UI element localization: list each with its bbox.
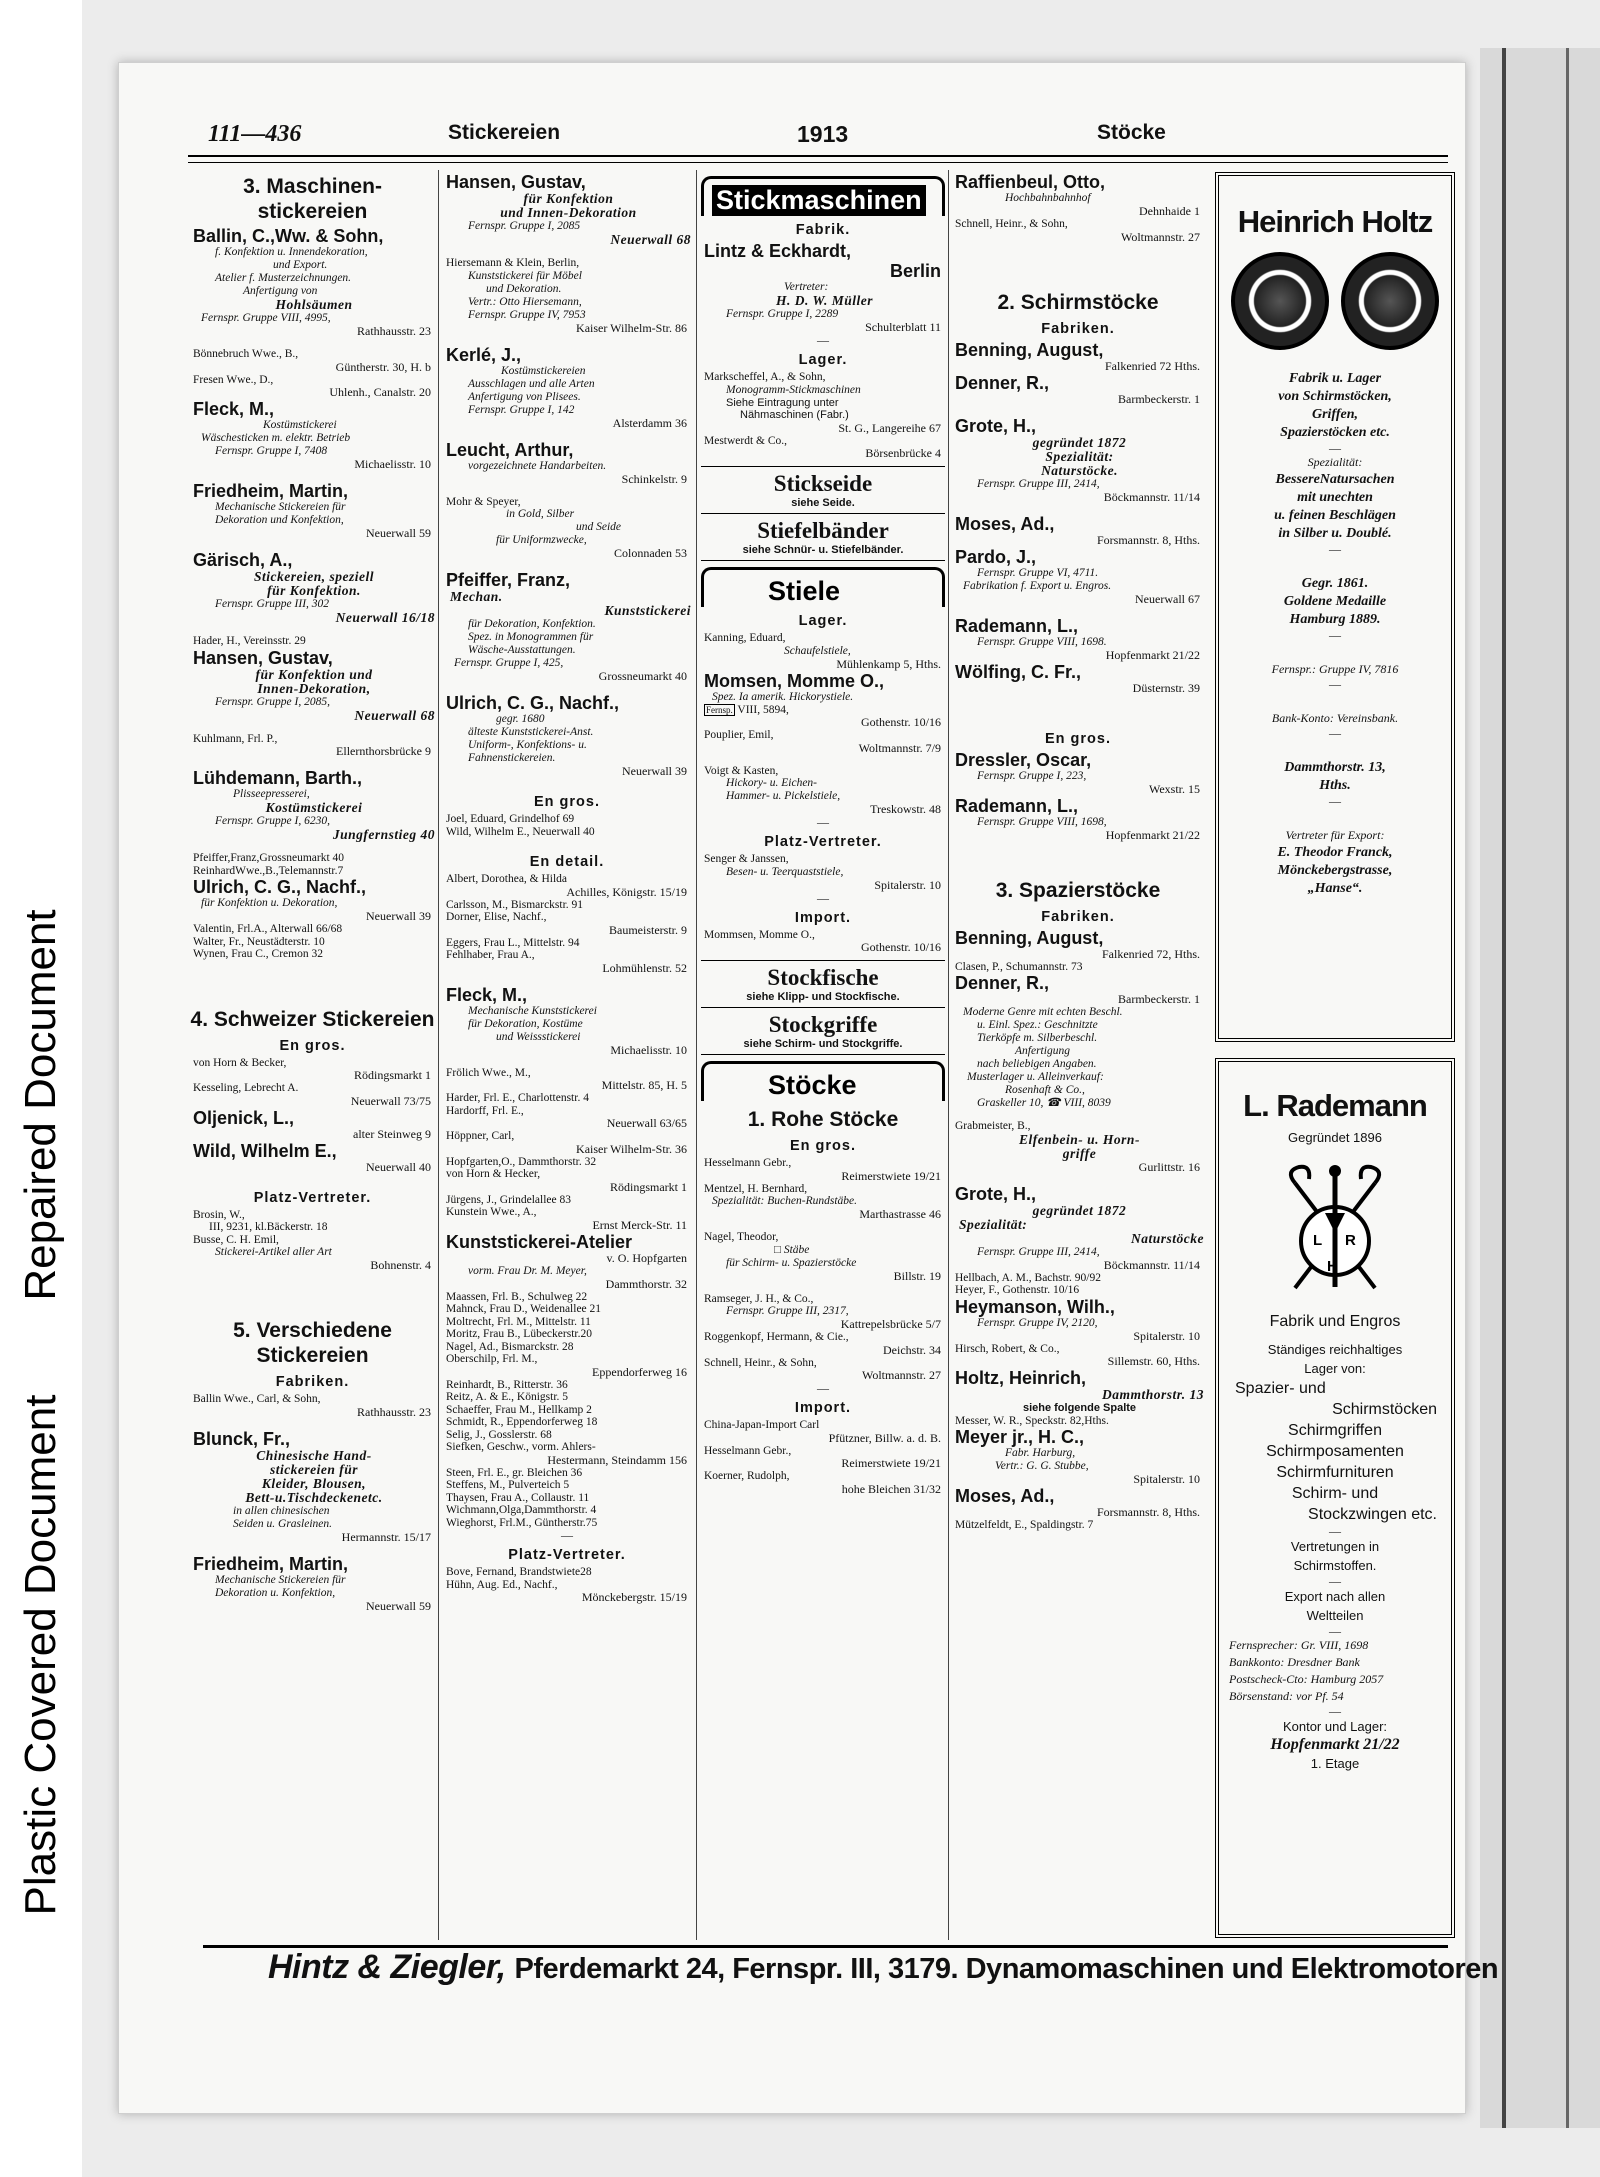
heading-schirmstoecke: 2. Schirmstöcke bbox=[997, 290, 1159, 314]
subheading: En gros. bbox=[533, 794, 600, 810]
entry: Senger & Janssen, Besen- u. Teerquaststiele, Spitalerstr. 10 bbox=[704, 853, 941, 892]
entry: Benning, August, Falkenried 72, Hths. Clasen, P., Schumannstr. 73 bbox=[955, 927, 1200, 973]
heading-spazierstoecke: 3. Spazierstöcke bbox=[995, 878, 1161, 902]
entry: Frölich Wwe., M., Mittelstr. 85, H. 5 Harder, Frl. E., Charlottenstr. 4 Hardorff, Frl. E., Neuerwall 63/65 Höppner, Carl, Kaiser Wilhelm-Str. 36 Hopfgarten,O., Dammthorstr. 32 von Horn & Hecker, Rödingsmarkt 1 Jürgens, J., Grindelallee 83 Kunstein Wwe., A., Ernst Merck-Str. 11 bbox=[446, 1066, 687, 1232]
entry: Bove, Fernand, Brandstwiete28 Hühn, Aug. Ed., Nachf., Mönckebergstr. 15/19 bbox=[446, 1566, 687, 1604]
entry: Rademann, L., Fernspr. Gruppe VIII, 1698, Hopfenmarkt 21/22 bbox=[955, 795, 1200, 842]
crossed-canes-logo-icon bbox=[1275, 1163, 1395, 1293]
entry: Hesselmann Gebr., Reimerstwiete 19/21 Mentzel, H. Bernhard, Spezialität: Buchen-Rundstäbe. Marthastrasse 46 bbox=[704, 1157, 941, 1221]
entry: Ulrich, C. G., Nachf., für Konfektion u. Dekoration, Neuerwall 39 bbox=[193, 877, 431, 923]
year: 1913 bbox=[797, 121, 849, 147]
cross-reference: Stickseide siehe Seide. bbox=[701, 466, 945, 514]
entry: Oljenick, L., alter Steinweg 9 bbox=[193, 1107, 431, 1141]
entry: Denner, R., Barmbeckerstr. 1 Moderne Genre mit echten Beschl. u. Einl. Spez.: Geschnitzte Tierköpfe m. Silberbeschl. Anfertigung nach beliebigen Angaben. Musterlager u. Alleinverkauf: Rosenhaft & Co., Graskeller 10, ☎ VIII, 8039 bbox=[955, 973, 1200, 1109]
footer-advertisement bbox=[268, 1948, 1498, 1987]
entry: Lühdemann, Barth., Plisseepresserei, Kostümstickerei Fernspr. Gruppe I, 6230, Jungfernstieg 40 bbox=[193, 768, 435, 842]
entry: Hansen, Gustav, für Konfektion und Innen-Dekoration, Fernspr. Gruppe I, 2085, Neuerwall 68 bbox=[193, 647, 435, 723]
entry: Mommsen, Momme O., Gothenstr. 10/16 bbox=[704, 928, 941, 954]
subheading: Import. bbox=[794, 909, 852, 926]
entry: Joel, Eduard, Grindelhof 69 Wild, Wilhelm E., Neuerwall 40 bbox=[446, 813, 595, 838]
column-3: Stickmaschinen Fabrik. Lintz & Eckhardt, Berlin Vertreter: H. D. W. Müller Fernspr. Gruppe I, 2289 Schulterblatt 11 — Lager. Markscheffel, A., & Sohn, Monogramm-Stickmaschinen Siehe Eintragung unter Nähmaschinen (Fabr.) St. G., Langereihe 67 Mestwerdt & Co., Börsenbrücke 4 Stickseide siehe Seide. Stiefelbänder siehe Schnür- u. Stiefelbänder. Stiele Lager. Kanning, Eduard, Schaufelstiele, Mühlenkamp 5, Hths. Momsen, Momme O., Spez. Ia amerik. Hickorystiele. Fernsp. VIII, 5894, Gothenstr. 10/16 Pouplier, Emil, Woltmannstr. 7/9 Voigt & Kasten, Hickory- u. Eichen- Hammer- u. Pickelstiele, Treskowstr. 48 — Platz-Vertreter. Senger & Janssen, Besen- u. Teerquaststiele, Spitalerstr. 10 — Import. Mommsen, Momme O., Gothenstr. 10/16 Stockfische siehe Klipp- und Stockfische. Stockgriffe siehe Schirm- und Stockgriffe. Stöcke 1. Rohe Stöcke En gros. Hesselmann Gebr., Reimerstwiete 19/21 Mentzel, H. Bernhard, Spezialität: Buchen-Rundstäbe. Marthastrasse 46 Nagel, Theodor, □ Stäbe für Schirm- u. Spazierstöcke Billstr. 19 Ramseger, J. H., & Co., Fernspr. Gruppe III, 2317, Kattrepelsbrücke 5/7 Roggenkopf, Hermann, & Cie., Deichstr. 34 Schnell, Heinr., & Sohn, Woltmannstr. 27 — Import. China-Japan-Import Carl Pfützner, Billw. a. d. B. Hesselmann Gebr., Reimerstwiete 19/21 Koerner, Rudolph, hohe Bleichen 31/32 bbox=[701, 172, 945, 1937]
column-2: Hansen, Gustav, für Konfektion und Innen-Dekoration Fernspr. Gruppe I, 2085 Neuerwall 68 Hiersemann & Klein, Berlin, Kunststickerei für Möbel und Dekoration. Vertr.: Otto Hiersemann, Fernspr. Gruppe IV, 7953 Kaiser Wilhelm-Str. 86 Kerlé, J., Kostümstickereien Ausschlagen und alle Arten Anfertigung von Plisees. Fernspr. Gruppe I, 142 Alsterdamm 36 Leucht, Arthur, vorgezeichnete Handarbeiten. Schinkelstr. 9 Mohr & Speyer, in Gold, Silber und Seide für Uniformzwecke, Colonnaden 53 Pfeiffer, Franz, Mechan. Kunststickerei für Dekoration, Konfektion. Spez. in Monogrammen für Wäsche-Ausstattungen. Fernspr. Gruppe I, 425, Grossneumarkt 40 Ulrich, C. G., Nachf., gegr. 1680 älteste Kunststickerei-Anst. Uniform-, Konfektions- u. Fahnenstickereien. Neuerwall 39 En gros. Joel, Eduard, Grindelhof 69 Wild, Wilhelm E., Neuerwall 40 En detail. Albert, Dorothea, & Hilda Achilles, Königstr. 15/19 Carlsson, M., Bismarckstr. 91 Dorner, Elise, Nachf., Baumeisterstr. 9 Eggers, Frau L., Mittelstr. 94 Fehlhaber, Frau A., Lohmühlenstr. 52 Fleck, M., Mechanische Kunststickerei für Dekoration, Kostüme und Weissstickerei Michaelisstr. 10 Frölich Wwe., M., Mittelstr. 85, H. 5 Harder, Frl. E., Charlottenstr. 4 Hardorff, Frl. E., Neuerwall 63/65 Höppner, Carl, Kaiser Wilhelm-Str. 36 Hopfgarten,O., Dammthorstr. 32 von Horn & Hecker, Rödingsmarkt 1 Jürgens, J., Grindelallee 83 Kunstein Wwe., A., Ernst Merck-Str. 11 Kunststickerei-Atelier v. O. Hopfgarten vorm. Frau Dr. M. Meyer, Dammthorstr. 32 Maassen, Frl. B., Schulweg 22 Mahnck, Frau D., Weidenallee 21 Moltrecht, Frl. M., Mittelstr. 11 Moritz, Frau B., Lübeckerstr.20 Nagel, Ad., Bismarckstr. 28 Oberschilp, Frl. M., Eppendorferweg 16 Reinhardt, B., Ritterstr. 36 Reitz, A. & E., Königstr. 5 Schaeffer, Frau M., Hellkamp 2 Schmidt, R., Eppendorferweg 18 Selig, J., Gosslerstr. 68 Siefken, Geschw., vorm. Ahlers- Hestermann, Steindamm 156 Steen, Frl. E., gr. Bleichen 36 Steffens, M., Pulverteich 5 Thaysen, Frau A., Collaustr. 11 Wichmann,Olga,Dammthorstr. 4 Wieghorst, Frl.M., Güntherstr.75 — Platz-Vertreter. Bove, Fernand, Brandstwiete28 Hühn, Aug. Ed., Nachf., Mönckebergstr. 15/19 bbox=[443, 172, 691, 1937]
entry: Ballin, C.,Ww. & Sohn, f. Konfektion u. Innendekoration, und Export. Atelier f. Musterzeichnungen. Anfertigung von Hohlsäumen Fernspr. Gruppe VIII, 4995, Rathhausstr. 23 bbox=[193, 226, 431, 338]
page-number: 111—436 bbox=[208, 121, 302, 147]
entry: Bönnebruch Wwe., B., Güntherstr. 30, H. b bbox=[193, 348, 431, 374]
entry: Mohr & Speyer, in Gold, Silber und Seide für Uniformzwecke, Colonnaden 53 bbox=[446, 495, 687, 560]
heading-maschinenstickereien: 3. Maschinen-stickereien bbox=[243, 175, 382, 223]
entry: Wild, Wilhelm E., Neuerwall 40 bbox=[193, 1140, 431, 1174]
entry: Lintz & Eckhardt, Berlin Vertreter: H. D. W. Müller Fernspr. Gruppe I, 2289 Schulterblatt 11 bbox=[704, 241, 941, 334]
entry: Nagel, Theodor, □ Stäbe für Schirm- u. Spazierstöcke Billstr. 19 bbox=[704, 1231, 941, 1283]
medal-icon bbox=[1231, 252, 1329, 350]
entry: Hellbach, A. M., Bachstr. 90/92 Heyer, F., Gothenstr. 10/16 bbox=[955, 1271, 1101, 1296]
entry: Moses, Ad., Forsmannstr. 8, Hths. bbox=[955, 513, 1200, 547]
entry: Benning, August, Falkenried 72 Hths. bbox=[955, 339, 1200, 373]
entry: Raffienbeul, Otto, Hochbahnbahnhof Dehnhaide 1 Schnell, Heinr., & Sohn, Woltmannstr. 27 bbox=[955, 172, 1200, 244]
entry: Leucht, Arthur, vorgezeichnete Handarbeiten. Schinkelstr. 9 bbox=[446, 439, 687, 486]
entry: Blunck, Fr., Chinesische Hand- stickereien für Kleider, Blousen, Bett-u.Tischdeckenetc. in allen chinesischen Seiden u. Grasleinen. Hermannstr. 15/17 bbox=[193, 1428, 431, 1544]
entry-list: Maassen, Frl. B., Schulweg 22 Mahnck, Frau D., Weidenallee 21 Moltrecht, Frl. M., Mittelstr. 11 Moritz, Frau B., Lübeckerstr.20 Nagel, Ad., Bismarckstr. 28 Oberschilp, Frl. M., Eppendorferweg 16 Reinhardt, B., Ritterstr. 36 Reitz, A. & E., Königstr. 5 Schaeffer, Frau M., Hellkamp 2 Schmidt, R., Eppendorferweg 18 Selig, J., Gosslerstr. 68 Siefken, Geschw., vorm. Ahlers- Hestermann, Steindamm 156 Steen, Frl. E., gr. Bleichen 36 Steffens, M., Pulverteich 5 Thaysen, Frau A., Collaustr. 11 Wichmann,Olga,Dammthorstr. 4 Wieghorst, Frl.M., Güntherstr.75 bbox=[446, 1290, 687, 1529]
cross-reference: Stockfische siehe Klipp- und Stockfische. bbox=[701, 960, 945, 1008]
subheading: En gros. bbox=[279, 1037, 346, 1054]
ad-title: Heinrich Holtz bbox=[1237, 204, 1433, 239]
entry: Kunststickerei-Atelier v. O. Hopfgarten vorm. Frau Dr. M. Meyer, Dammthorstr. 32 bbox=[446, 1231, 687, 1291]
entry: Voigt & Kasten, Hickory- u. Eichen- Hammer- u. Pickelstiele, Treskowstr. 48 bbox=[704, 764, 941, 816]
column-divider bbox=[438, 170, 439, 1940]
entry: Ballin Wwe., Carl, & Sohn, Rathhausstr. 23 bbox=[193, 1393, 431, 1419]
entry: Markscheffel, A., & Sohn, Monogramm-Stickmaschinen Siehe Eintragung unter Nähmaschinen (Fabr.) St. G., Langereihe 67 Mestwerdt & Co., Börsenbrücke 4 bbox=[704, 371, 941, 460]
advertisement-l-rademann: L. Rademann Gegründet 1896 L R H Fabrik und Engros Ständiges reichhaltiges Lager von: Spazier- und Schirmstöcken Schirmgriffen Schirmposamenten Schirmfurnituren Schirm- und Stockzwingen etc. — Vertretungen in Schirmstoffen. — Export nach allen Weltteilen — Fernsprecher: Gr. VIII, 1698 Bankkonto: Dresdner Bank Postscheck-Cto: Hamburg 2057 Börsenstand: vor Pf. 54 — Kontor und Lager: Hopfenmarkt 21/22 1. Etage bbox=[1215, 1058, 1455, 1938]
subheading: Fabriken. bbox=[275, 1374, 350, 1390]
column-divider bbox=[948, 170, 949, 1940]
entry: Kesseling, Lebrecht A. Neuerwall 73/75 bbox=[193, 1082, 431, 1108]
page-edge bbox=[1480, 48, 1600, 2128]
entry: von Horn & Becker, Rödingsmarkt 1 bbox=[193, 1056, 431, 1082]
heading-rohe-stoecke: 1. Rohe Stöcke bbox=[747, 1108, 899, 1131]
entry: Pfeiffer, Franz, Mechan. Kunststickerei für Dekoration, Konfektion. Spez. in Monogrammen für Wäsche-Ausstattungen. Fernspr. Gruppe I, 425, Grossneumarkt 40 bbox=[446, 570, 691, 683]
section-title: Stickereien bbox=[448, 121, 561, 144]
header-rule-thin bbox=[188, 162, 1448, 163]
header-rule bbox=[188, 155, 1448, 157]
subheading: Lager. bbox=[798, 613, 848, 629]
entry: Rademann, L., Fernspr. Gruppe VIII, 1698. Hopfenmarkt 21/22 bbox=[955, 615, 1200, 662]
logo-letter: L bbox=[1313, 1232, 1323, 1249]
entry: Heymanson, Wilh., Fernspr. Gruppe IV, 2120, Spitalerstr. 10 bbox=[955, 1296, 1200, 1343]
entry: Pfeiffer,Franz,Grossneumarkt 40 ReinhardWwe.,B.,Telemannstr.7 bbox=[193, 852, 345, 877]
column-1 bbox=[190, 172, 435, 1937]
entry: Grabmeister, B., Elfenbein- u. Horn- griffe Gurlittstr. 16 bbox=[955, 1120, 1200, 1174]
entry: Grote, H., gegründet 1872 Spezialität: Naturstöcke Fernspr. Gruppe III, 2414, Böckmannstr. 11/14 bbox=[955, 1183, 1204, 1272]
entry: Pardo, J., Fernspr. Gruppe VI, 4711. Fabrikation f. Export u. Engros. Neuerwall 67 bbox=[955, 546, 1200, 606]
banner-stickmaschinen: Stickmaschinen bbox=[701, 176, 945, 216]
entry: Hansen, Gustav, für Konfektion und Innen-Dekoration Fernspr. Gruppe I, 2085 Neuerwall 68 bbox=[446, 172, 691, 247]
subheading: En detail. bbox=[529, 854, 605, 870]
subheading: En gros. bbox=[1044, 730, 1111, 747]
heading-verschiedene: 5. Verschiedene Stickereien bbox=[233, 1319, 392, 1367]
entry: Fleck, M., Kostümstickerei Wäschesticken m. elektr. Betrieb Fernspr. Gruppe I, 7408 Michaelisstr. 10 bbox=[193, 399, 431, 471]
entry: Dressler, Oscar, Fernspr. Gruppe I, 223, Wexstr. 15 bbox=[955, 749, 1200, 796]
footer-company: Hintz & Ziegler, bbox=[268, 1948, 506, 1986]
subheading: En gros. bbox=[789, 1138, 856, 1154]
entry: Pouplier, Emil, Woltmannstr. 7/9 bbox=[704, 729, 941, 755]
medal-images bbox=[1219, 252, 1451, 350]
entry: Kerlé, J., Kostümstickereien Ausschlagen und alle Arten Anfertigung von Plisees. Fernspr. Gruppe I, 142 Alsterdamm 36 bbox=[446, 344, 687, 430]
entry: Ramseger, J. H., & Co., Fernspr. Gruppe III, 2317, Kattrepelsbrücke 5/7 Roggenkopf, Hermann, & Cie., Deichstr. 34 Schnell, Heinr., & Sohn, Woltmannstr. 27 bbox=[704, 1292, 941, 1382]
column-4 bbox=[952, 172, 1204, 1937]
subheading: Platz-Vertreter. bbox=[764, 834, 882, 850]
heading-schweizer: 4. Schweizer Stickereien bbox=[190, 1007, 435, 1031]
subheading: Platz-Vertreter. bbox=[508, 1547, 626, 1563]
logo-letter: H bbox=[1327, 1258, 1338, 1275]
banner-stoecke: Stöcke bbox=[701, 1061, 945, 1101]
cross-reference: Stiefelbänder siehe Schnür- u. Stiefelbänder. bbox=[701, 514, 945, 561]
entry: Meyer jr., H. C., Fabr. Harburg, Vertr.: G. G. Stubbe, Spitalerstr. 10 bbox=[955, 1427, 1200, 1486]
entry: Moses, Ad., Forsmannstr. 8, Hths. Mützelfeldt, E., Spaldingstr. 7 bbox=[955, 1486, 1200, 1531]
entry: Albert, Dorothea, & Hilda Achilles, Königstr. 15/19 Carlsson, M., Bismarckstr. 91 Dorner, Elise, Nachf., Baumeisterstr. 9 Eggers, Frau L., Mittelstr. 94 Fehlhaber, Frau A., Lohmühlenstr. 52 bbox=[446, 873, 687, 975]
entry: Momsen, Momme O., Spez. Ia amerik. Hickorystiele. Fernsp. VIII, 5894, Gothenstr. 10/16 bbox=[704, 670, 941, 729]
entry: Valentin, Frl.A., Alterwall 66/68 Walter, Fr., Neustädterstr. 10 Wynen, Frau C., Cremon 32 bbox=[193, 923, 343, 960]
logo-letter: R bbox=[1345, 1232, 1356, 1249]
subheading: Fabrik. bbox=[795, 222, 851, 238]
cross-reference: Stockgriffe siehe Schirm- und Stockgriffe. bbox=[701, 1008, 945, 1055]
subheading: Import. bbox=[794, 1400, 852, 1416]
medal-icon bbox=[1341, 252, 1439, 350]
entry: Gärisch, A., Stickereien, speziell für Konfektion. Fernspr. Gruppe III, 302 Neuerwall 16/18 bbox=[193, 550, 435, 625]
entry: Denner, R., Barmbeckerstr. 1 bbox=[955, 372, 1200, 406]
subheading: Fabriken. bbox=[1041, 320, 1115, 337]
entry: Kanning, Eduard, Schaufelstiele, Mühlenkamp 5, Hths. bbox=[704, 632, 941, 671]
entry: Fresen Wwe., D., Uhlenh., Canalstr. 20 bbox=[193, 373, 431, 399]
entry: Fleck, M., Mechanische Kunststickerei für Dekoration, Kostüme und Weissstickerei Michaelisstr. 10 bbox=[446, 984, 687, 1057]
entry: Ulrich, C. G., Nachf., gegr. 1680 älteste Kunststickerei-Anst. Uniform-, Konfektions- u. Fahnenstickereien. Neuerwall 39 bbox=[446, 693, 687, 778]
entry: Holtz, Heinrich, Dammthorstr. 13 siehe folgende Spalte bbox=[955, 1368, 1204, 1414]
column-divider bbox=[696, 170, 697, 1940]
entry: Hiersemann & Klein, Berlin, Kunststickerei für Möbel und Dekoration. Vertr.: Otto Hiersemann, Fernspr. Gruppe IV, 7953 Kaiser Wilhelm-Str. 86 bbox=[446, 257, 687, 335]
side-label-strip bbox=[0, 0, 82, 2177]
ad-title: L. Rademann bbox=[1243, 1088, 1427, 1123]
entry: Brosin, W., III, 9231, kl.Bäckerstr. 18 Busse, C. H. Emil, Stickerei-Artikel aller Art Bohnenstr. 4 bbox=[193, 1208, 431, 1272]
right-heading: Stöcke bbox=[1097, 121, 1166, 144]
entry: Hirsch, Robert, & Co., Sillemstr. 60, Hths. bbox=[955, 1342, 1200, 1368]
repaired-document-label: Repaired Document bbox=[16, 909, 65, 1301]
advertisement-heinrich-holtz: Heinrich Holtz Fabrik u. Lager von Schirmstöcken, Griffen, Spazierstöcken etc. — Spezialität: BessereNatursachen mit unechten u. feinen Beschlägen in Silber u. Doublé. — Gegr. 1861. Goldene Medaille Hamburg 1889. — Fernspr.: Gruppe IV, 7816 — Bank-Konto: Vereinsbank. — Dammthorstr. 13, Hths. — Vertreter für Export: E. Theodor Franck, Mönckebergstrasse, „Hanse“. bbox=[1215, 172, 1455, 1042]
entry: Grote, H., gegründet 1872 Spezialität: Naturstöcke. Fernspr. Gruppe III, 2414, Böckmannstr. 11/14 bbox=[955, 415, 1200, 504]
entry: China-Japan-Import Carl Pfützner, Billw. a. d. B. Hesselmann Gebr., Reimerstwiete 19/21 Koerner, Rudolph, hohe Bleichen 31/32 bbox=[704, 1419, 941, 1496]
entry: Friedheim, Martin, Mechanische Stickereien für Dekoration u. Konfektion, Neuerwall 59 bbox=[193, 1553, 431, 1613]
entry: Messer, W. R., Speckstr. 82,Hths. bbox=[955, 1414, 1109, 1427]
entry: Hader, H., Vereinsstr. 29 bbox=[193, 635, 306, 647]
subheading: Lager. bbox=[798, 352, 848, 368]
entry: Wölfing, C. Fr., Düsternstr. 39 bbox=[955, 661, 1200, 695]
banner-stiele: Stiele bbox=[701, 567, 945, 607]
plastic-covered-label: Plastic Covered Document bbox=[16, 1394, 65, 1916]
subheading: Fabriken. bbox=[1041, 908, 1115, 925]
entry: Friedheim, Martin, Mechanische Stickereien für Dekoration und Konfektion, Neuerwall 59 bbox=[193, 481, 431, 540]
entry: Kuhlmann, Frl. P., Ellernthorsbrücke 9 bbox=[193, 732, 431, 758]
footer-text: Pferdemarkt 24, Fernspr. III, 3179. Dynamomaschinen und Elektromotoren bbox=[514, 1953, 1499, 1985]
subheading: Platz-Vertreter. bbox=[253, 1189, 372, 1206]
